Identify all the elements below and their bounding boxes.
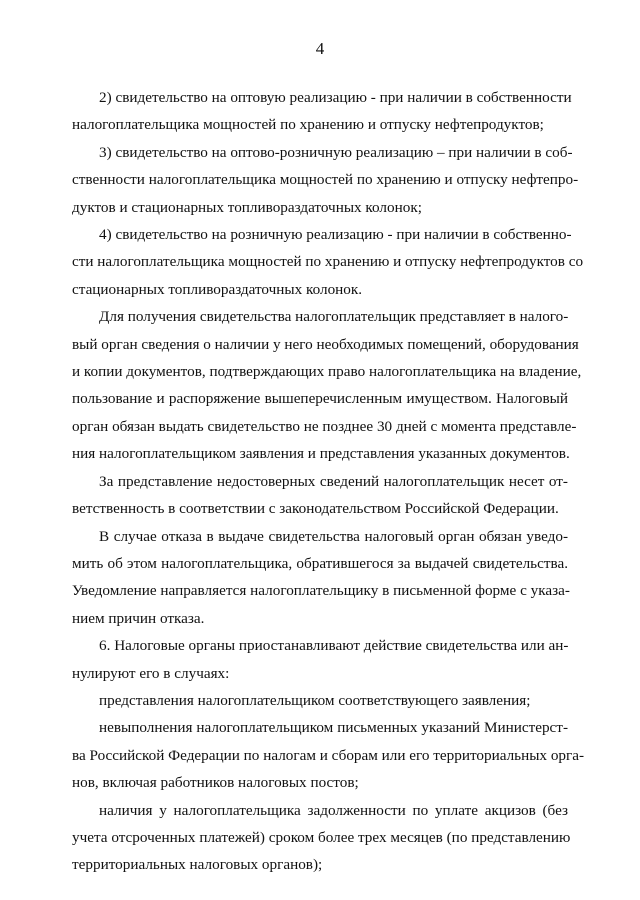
paragraph-case-noncompliance	[72, 714, 585, 796]
paragraph-item-4	[72, 221, 584, 303]
text-line: Для получения свидетельства налогоплательщик представляет в налого-	[99, 308, 569, 326]
text-line: 2) свидетельство на оптовую реализацию - при наличии в собственности	[99, 89, 572, 106]
text-line: учета отсроченных платежей) сроком более трех месяцев (по представлению	[72, 828, 571, 846]
text-line: вый орган сведения о наличии у него необходимых помещений, оборудования	[72, 335, 579, 353]
text-line: сти налогоплательщика мощностей по хранению и отпуску нефтепродуктов со	[72, 253, 584, 271]
text-line: мить об этом налогоплательщика, обратившегося за выдачей свидетельства.	[72, 554, 568, 572]
paragraph-case-application	[72, 687, 568, 714]
text-line: пользование и распоряжение вышеперечисленным имуществом. Налоговый	[72, 390, 568, 408]
text-line: дуктов и стационарных топливораздаточных колонок;	[72, 198, 422, 216]
text-line: невыполнения налогоплательщиком письменных указаний Министерст-	[99, 719, 568, 737]
text-line: и копии документов, подтверждающих право налогоплательщика на владение,	[72, 363, 582, 381]
paragraph-item-3	[72, 139, 579, 221]
text-line: 3) свидетельство на оптово-розничную реализацию – при наличии в соб-	[99, 143, 573, 161]
text-line: нов, включая работников налоговых постов;	[72, 774, 359, 792]
text-line: орган обязан выдать свидетельство не позднее 30 дней с момента представле-	[72, 417, 577, 435]
text-line: налогоплательщика мощностей по хранению и отпуску нефтепродуктов;	[72, 116, 544, 134]
text-line: территориальных налоговых органов);	[72, 856, 323, 874]
document-body	[72, 84, 585, 879]
text-line: ва Российской Федерации по налогам и сборам или его территориальных орга-	[72, 746, 585, 764]
text-line: 6. Налоговые органы приостанавливают действие свидетельства или ан-	[99, 637, 569, 655]
text-line: Уведомление направляется налогоплательщику в письменной форме с указа-	[72, 582, 570, 600]
text-line: представления налогоплательщиком соответствующего заявления;	[99, 691, 531, 709]
paragraph-item-6	[72, 632, 568, 687]
text-line: нулируют его в случаях:	[72, 664, 230, 682]
text-line: наличия у налогоплательщика задолженности по уплате акцизов (без	[99, 801, 568, 819]
text-line: ния налогоплательщиком заявления и представления указанных документов.	[72, 445, 570, 463]
paragraph-item-2	[72, 84, 572, 139]
paragraph-case-debt	[72, 797, 571, 879]
text-line: нием причин отказа.	[72, 609, 205, 627]
paragraph-refusal	[72, 523, 568, 633]
text-line: 4) свидетельство на розничную реализацию - при наличии в собственно-	[99, 226, 572, 244]
paragraph-liability	[72, 468, 568, 523]
text-line: За представление недостоверных сведений налогоплательщик несет от-	[99, 472, 568, 490]
page-number: 4	[315, 39, 325, 58]
text-line: стационарных топливораздаточных колонок.	[72, 280, 363, 298]
text-line: ветственность в соответствии с законодательством Российской Федерации.	[72, 500, 559, 518]
paragraph-obtaining	[72, 303, 582, 467]
text-line: ственности налогоплательщика мощностей по хранению и отпуску нефтепро-	[72, 171, 579, 189]
text-line: В случае отказа в выдаче свидетельства налоговый орган обязан уведо-	[99, 527, 568, 545]
